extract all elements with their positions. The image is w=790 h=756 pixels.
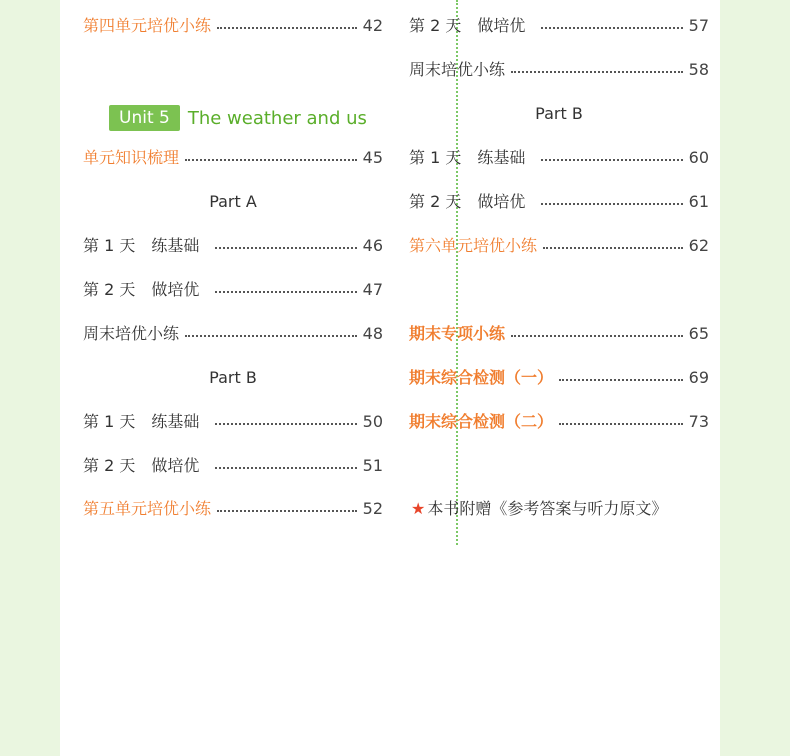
unit-title: The weather and us: [187, 107, 367, 129]
entry-day: 第 1 天: [83, 236, 136, 255]
entry-title: [83, 234, 199, 258]
leader-dots: [559, 423, 683, 425]
toc-entry[interactable]: [83, 454, 383, 478]
page-number: 50: [362, 412, 383, 431]
page-number: 58: [688, 60, 709, 79]
page-number: 46: [362, 236, 383, 255]
leader-dots: [559, 379, 683, 381]
leader-dots: [215, 467, 356, 469]
toc-entry[interactable]: [83, 410, 383, 434]
leader-dots: [511, 335, 683, 337]
entry-task: 练基础: [477, 148, 526, 167]
leader-dots: [541, 27, 682, 29]
page-number: 61: [688, 192, 709, 211]
entry-task: 做培优: [477, 16, 526, 35]
entry-title: [83, 410, 199, 434]
toc-entry[interactable]: [409, 366, 709, 390]
entry-title: 期末专项小练: [409, 324, 506, 343]
toc-entry[interactable]: [409, 322, 709, 346]
unit-badge: Unit 5: [109, 105, 180, 131]
entry-title: [409, 190, 525, 214]
entry-title: 期末综合检测（二）: [409, 412, 554, 431]
entry-task: 做培优: [151, 456, 200, 475]
entry-day: 第 1 天: [83, 412, 136, 431]
toc-entry[interactable]: [409, 146, 709, 170]
page-number: 48: [362, 324, 383, 343]
entry-title: 第六单元培优小练: [409, 236, 538, 255]
page-number: 57: [688, 16, 709, 35]
entry-title: 单元知识梳理: [83, 148, 180, 167]
toc-entry[interactable]: [83, 278, 383, 302]
leader-dots: [217, 510, 357, 512]
entry-title: 期末综合检测（一）: [409, 368, 554, 387]
page-number: 47: [362, 280, 383, 299]
toc-entry[interactable]: [409, 14, 709, 38]
page-number: 45: [362, 148, 383, 167]
entry-title: 周末培优小练: [409, 60, 506, 79]
entry-day: 第 2 天: [83, 280, 136, 299]
entry-title: 周末培优小练: [83, 324, 180, 343]
leader-dots: [185, 159, 357, 161]
entry-day: 第 2 天: [83, 456, 136, 475]
page-number: 60: [688, 148, 709, 167]
toc-entry[interactable]: [409, 58, 709, 82]
leader-dots: [511, 71, 683, 73]
leader-dots: [543, 247, 683, 249]
toc-entry[interactable]: [83, 322, 383, 346]
entry-title: [83, 454, 199, 478]
entry-task: 练基础: [151, 236, 200, 255]
leader-dots: [541, 159, 682, 161]
entry-day: 第 2 天: [409, 192, 462, 211]
page-number: 73: [688, 412, 709, 431]
page-number: 42: [362, 16, 383, 35]
leader-dots: [185, 335, 357, 337]
entry-task: 练基础: [151, 412, 200, 431]
leader-dots: [215, 423, 356, 425]
page-number: 51: [362, 456, 383, 475]
entry-task: 做培优: [477, 192, 526, 211]
entry-title: [409, 14, 525, 38]
leader-dots: [217, 27, 357, 29]
entry-day: 第 1 天: [409, 148, 462, 167]
star-icon: ★: [411, 499, 426, 518]
part-heading: Part B: [209, 368, 257, 387]
toc-entry[interactable]: [83, 234, 383, 258]
entry-title: [409, 146, 525, 170]
page-number: 52: [362, 499, 383, 518]
toc-entry[interactable]: [83, 14, 383, 38]
page-number: 69: [688, 368, 709, 387]
bonus-note-text: 本书附赠《参考答案与听力原文》: [427, 499, 668, 518]
entry-title: 第四单元培优小练: [83, 16, 212, 35]
toc-entry[interactable]: [409, 234, 709, 258]
toc-entry[interactable]: [409, 410, 709, 434]
part-heading: Part A: [209, 192, 257, 211]
part-heading: Part B: [535, 104, 583, 123]
entry-title: [83, 278, 199, 302]
toc-entry[interactable]: [83, 497, 383, 521]
leader-dots: [215, 247, 356, 249]
page-number: 65: [688, 324, 709, 343]
entry-day: 第 2 天: [409, 16, 462, 35]
unit-header: [109, 105, 367, 131]
bonus-note: [411, 497, 667, 521]
entry-task: 做培优: [151, 280, 200, 299]
leader-dots: [541, 203, 682, 205]
toc-entry[interactable]: [83, 146, 383, 170]
toc-entry[interactable]: [409, 190, 709, 214]
page-number: 62: [688, 236, 709, 255]
leader-dots: [215, 291, 356, 293]
entry-title: 第五单元培优小练: [83, 499, 212, 518]
